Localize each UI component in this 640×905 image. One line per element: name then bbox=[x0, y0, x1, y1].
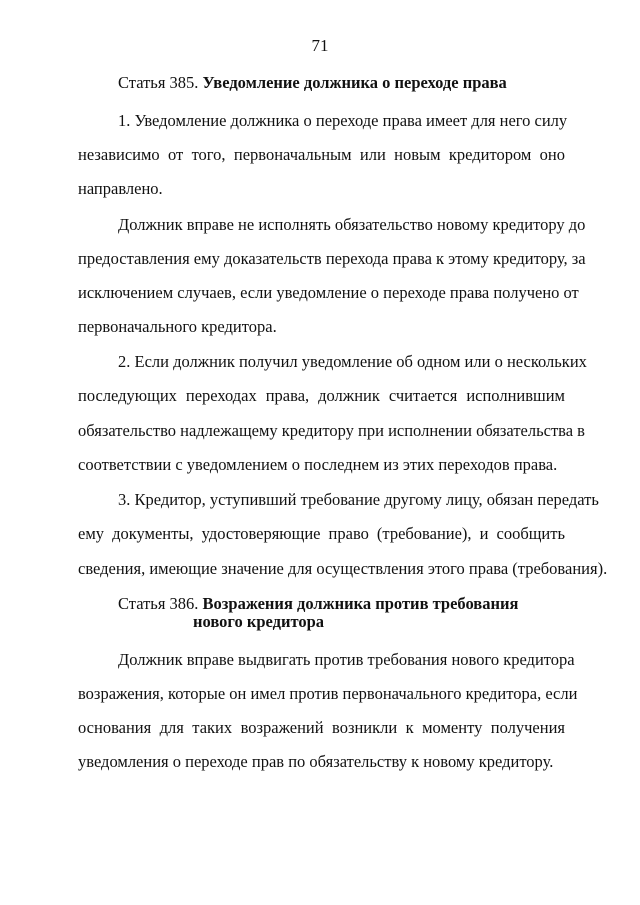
article-386-title-line1: Возражения должника против требования bbox=[202, 594, 519, 613]
article-385-line: Должник вправе не исполнять обязательство новому кредитору до bbox=[118, 215, 586, 234]
article-386-label: Статья 386. bbox=[118, 594, 199, 613]
article-385-line: первоначального кредитора. bbox=[78, 317, 277, 336]
article-386-line: возражения, которые он имел против первоначального кредитора, если bbox=[78, 684, 578, 703]
article-386-line: Должник вправе выдвигать против требования нового кредитора bbox=[118, 650, 575, 669]
article-385-line: 2. Если должник получил уведомление об одном или о нескольких bbox=[118, 352, 587, 371]
article-385-label: Статья 385. bbox=[118, 73, 199, 92]
article-385-line: 3. Кредитор, уступивший требование другому лицу, обязан передать bbox=[118, 490, 599, 509]
article-385-line: направлено. bbox=[78, 179, 163, 198]
article-385-line: исключением случаев, если уведомление о переходе права получено от bbox=[78, 283, 579, 302]
article-385-heading bbox=[118, 73, 507, 93]
article-385-line: 1. Уведомление должника о переходе права имеет для него силу bbox=[118, 111, 568, 130]
article-386-line: уведомления о переходе прав по обязательству к новому кредитору. bbox=[78, 752, 554, 771]
article-385-title: Уведомление должника о переходе права bbox=[202, 73, 507, 92]
article-385-line: обязательство надлежащему кредитору при исполнении обязательства в bbox=[78, 421, 585, 440]
article-385-line: ему документы, удостоверяющие право (требование), и сообщить bbox=[78, 524, 565, 543]
article-385-line: предоставления ему доказательств перехода права к этому кредитору, за bbox=[78, 249, 586, 268]
article-385-line: соответствии с уведомлением о последнем из этих переходов права. bbox=[78, 455, 558, 474]
article-386-title-line2: нового кредитора bbox=[193, 612, 325, 631]
article-386-line: основания для таких возражений возникли к моменту получения bbox=[78, 718, 565, 737]
article-385-line: сведения, имеющие значение для осуществления этого права (требования). bbox=[78, 559, 608, 578]
article-385-line: последующих переходах права, должник считается исполнившим bbox=[78, 386, 565, 405]
page-number: 71 bbox=[311, 36, 329, 55]
article-385-line: независимо от того, первоначальным или новым кредитором оно bbox=[78, 145, 565, 164]
article-386-heading bbox=[118, 594, 518, 614]
